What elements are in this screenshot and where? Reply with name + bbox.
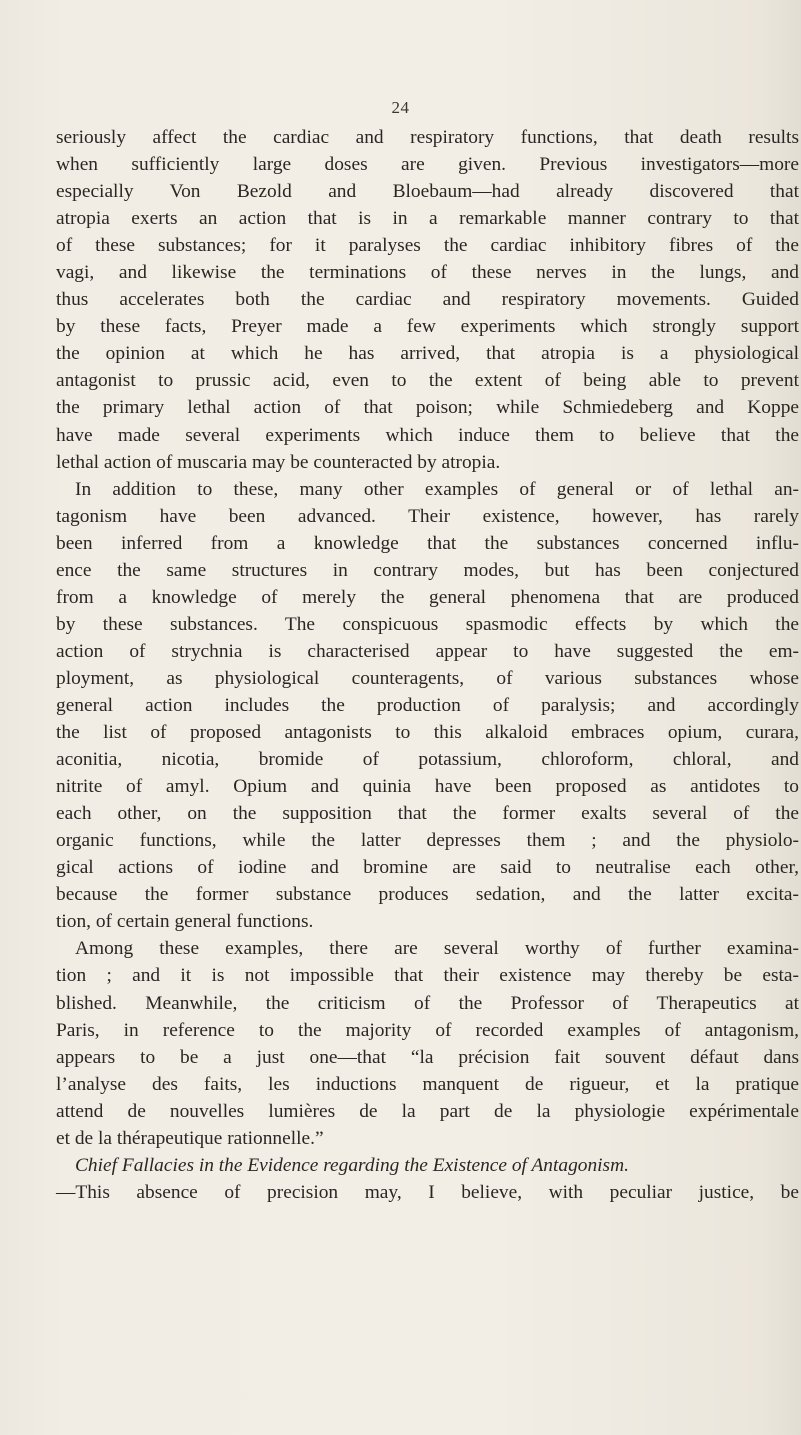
text-line: et de la thérapeutique rationnelle.” bbox=[56, 1127, 324, 1149]
text-line: blished. Meanwhile, the criticism of the Professor of Therapeutics at bbox=[56, 992, 799, 1014]
text-line: l’analyse des faits, les inductions manquent de rigueur, et la pratique bbox=[56, 1073, 799, 1095]
text-line: antagonist to prussic acid, even to the extent of being able to prevent bbox=[56, 370, 799, 392]
paragraph-2 bbox=[56, 476, 799, 936]
text-line: the list of proposed antagonists to this alkaloid embraces opium, curara, bbox=[56, 722, 799, 744]
text-line: tion ; and it is not impossible that their existence may thereby be esta- bbox=[56, 965, 799, 987]
text-line: thus accelerates both the cardiac and respiratory movements. Guided bbox=[56, 289, 799, 311]
text-line: the primary lethal action of that poison; while Schmiedeberg and Koppe bbox=[56, 397, 799, 419]
text-line: the opinion at which he has arrived, that atropia is a physiological bbox=[56, 343, 799, 365]
text-line: because the former substance produces sedation, and the latter excita- bbox=[56, 884, 799, 906]
text-line: seriously affect the cardiac and respiratory functions, that death results bbox=[56, 127, 799, 148]
text-line: when sufficiently large doses are given. Previous investigators—more bbox=[56, 154, 799, 176]
text-line: gical actions of iodine and bromine are said to neutralise each other, bbox=[56, 857, 799, 879]
text-line: attend de nouvelles lumières de la part de la physiologie expérimentale bbox=[56, 1100, 799, 1122]
paragraph-1 bbox=[56, 124, 799, 476]
paragraph-4 bbox=[56, 1152, 799, 1206]
page-number: 24 bbox=[391, 98, 410, 117]
section-heading: Chief Fallacies in the Evidence regarding the Existence of Antagonism. bbox=[75, 1154, 629, 1176]
text-line: by these facts, Preyer made a few experiments which strongly support bbox=[56, 316, 799, 338]
text-line: each other, on the supposition that the former exalts several of the bbox=[56, 803, 799, 825]
text-line: appears to be a just one—that “la précision fait souvent défaut dans bbox=[56, 1046, 799, 1068]
paragraph-3 bbox=[56, 935, 799, 1151]
text-line: by these substances. The conspicuous spasmodic effects by which the bbox=[56, 613, 799, 635]
text-line: of these substances; for it paralyses the cardiac inhibitory fibres of the bbox=[56, 235, 799, 257]
text-line: been inferred from a knowledge that the substances concerned influ- bbox=[56, 532, 799, 554]
text-line: organic functions, while the latter depresses them ; and the physiolo- bbox=[56, 830, 799, 852]
text-line: have made several experiments which induce them to believe that the bbox=[56, 424, 799, 446]
text-line: ence the same structures in contrary modes, but has been conjectured bbox=[56, 559, 799, 581]
text-line: —This absence of precision may, I believe, with peculiar justice, be bbox=[56, 1181, 799, 1203]
text-line: tion, of certain general functions. bbox=[56, 911, 314, 933]
text-line: from a knowledge of merely the general phenomena that are produced bbox=[56, 586, 799, 608]
text-line: Among these examples, there are several worthy of further examina- bbox=[75, 938, 799, 960]
text-line: lethal action of muscaria may be counteracted by atropia. bbox=[56, 451, 501, 473]
text-line: In addition to these, many other examples of general or of lethal an- bbox=[75, 478, 799, 500]
text-line: aconitia, nicotia, bromide of potassium, chloroform, chloral, and bbox=[56, 749, 799, 771]
text-line: action of strychnia is characterised appear to have suggested the em- bbox=[56, 640, 799, 662]
text-line: Paris, in reference to the majority of recorded examples of antagonism, bbox=[56, 1019, 799, 1041]
text-line: general action includes the production of paralysis; and accordingly bbox=[56, 694, 799, 716]
body-text bbox=[56, 124, 799, 1206]
text-line: nitrite of amyl. Opium and quinia have been proposed as antidotes to bbox=[56, 776, 799, 798]
text-line: especially Von Bezold and Bloebaum—had already discovered that bbox=[56, 181, 799, 203]
text-line: tagonism have been advanced. Their existence, however, has rarely bbox=[56, 505, 799, 527]
text-line: ployment, as physiological counteragents, of various substances whose bbox=[56, 667, 799, 689]
text-line: atropia exerts an action that is in a remarkable manner contrary to that bbox=[56, 208, 799, 230]
text-line: vagi, and likewise the terminations of these nerves in the lungs, and bbox=[56, 262, 799, 284]
